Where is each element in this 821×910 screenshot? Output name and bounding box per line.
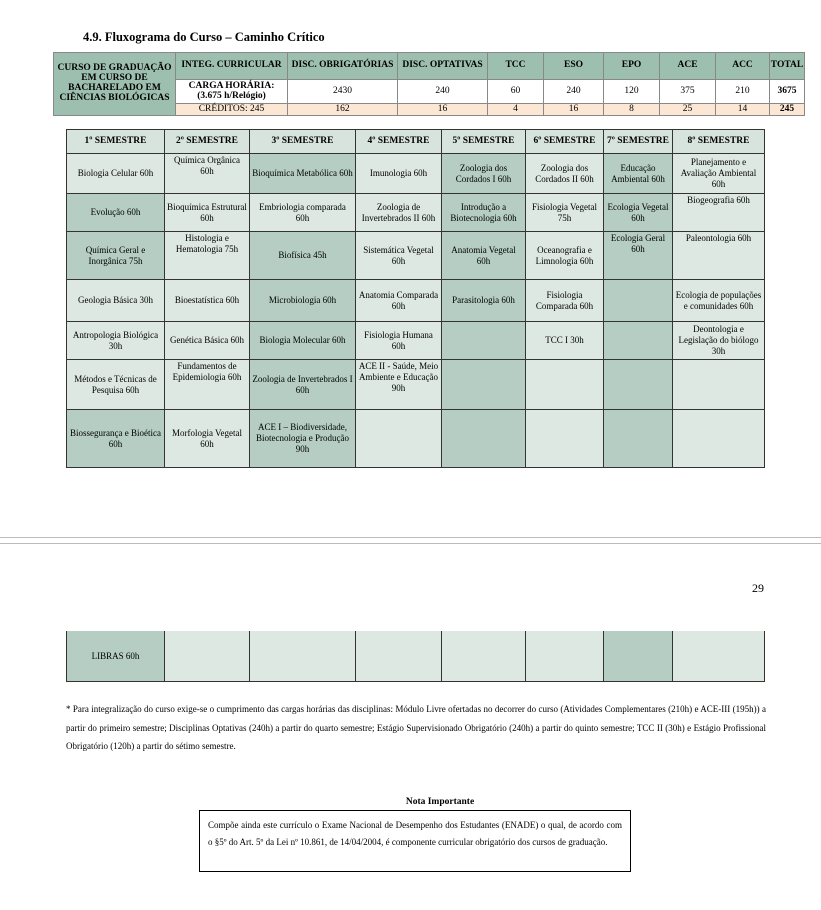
workload-summary-table — [53, 52, 805, 116]
discipline-cell: Anatomia Comparada 60h — [356, 280, 442, 322]
discipline-cell: Fundamentos de Epidemiologia 60h — [165, 360, 250, 410]
discipline-cell: Evolução 60h — [67, 194, 165, 232]
discipline-cell: Química Orgânica 60h — [165, 154, 250, 194]
hours-total: 3675 — [770, 80, 805, 104]
discipline-cell: Ecologia Vegetal 60h — [604, 194, 673, 232]
semester-header: 2º SEMESTRE — [165, 130, 250, 154]
header-obrig: DISC. OBRIGATÓRIAS — [288, 53, 398, 80]
semester-header: 1º SEMESTRE — [67, 130, 165, 154]
discipline-cell: Embriologia comparada 60h — [250, 194, 356, 232]
empty-cell — [442, 410, 526, 468]
discipline-cell: Geologia Básica 30h — [67, 280, 165, 322]
empty-cell — [442, 322, 526, 360]
hours-value: 210 — [716, 80, 770, 104]
semester-header: 6º SEMESTRE — [526, 130, 604, 154]
credits-value: 25 — [660, 104, 716, 116]
empty-cell — [442, 631, 526, 681]
page-number: 29 — [752, 581, 764, 595]
discipline-cell: Zoologia dos Cordados II 60h — [526, 154, 604, 194]
discipline-cell: Sistemática Vegetal 60h — [356, 232, 442, 280]
empty-cell — [604, 280, 673, 322]
credits-value: 14 — [716, 104, 770, 116]
semester-header: 8º SEMESTRE — [673, 130, 765, 154]
empty-cell — [250, 631, 356, 681]
discipline-cell: Planejamento e Avaliação Ambiental 60h — [673, 154, 765, 194]
credits-value: 16 — [544, 104, 604, 116]
empty-cell — [604, 631, 673, 681]
discipline-cell: Fisiologia Comparada 60h — [526, 280, 604, 322]
empty-cell — [673, 631, 765, 681]
hours-value: 375 — [660, 80, 716, 104]
discipline-cell: Métodos e Técnicas de Pesquisa 60h — [67, 360, 165, 410]
discipline-cell: Anatomia Vegetal 60h — [442, 232, 526, 280]
header-eso: ESO — [544, 53, 604, 80]
hours-value: 2430 — [288, 80, 398, 104]
discipline-cell: Antropologia Biológica 30h — [67, 322, 165, 360]
header-tcc: TCC — [488, 53, 544, 80]
discipline-cell: Zoologia de Invertebrados II 60h — [356, 194, 442, 232]
header-acc: ACC — [716, 53, 770, 80]
discipline-cell: ACE I – Biodiversidade, Biotecnologia e Produção 90h — [250, 410, 356, 468]
discipline-cell: Imunologia 60h — [356, 154, 442, 194]
discipline-cell: Genética Básica 60h — [165, 322, 250, 360]
semester-header: 3º SEMESTRE — [250, 130, 356, 154]
note-title: Nota Importante — [405, 797, 475, 807]
empty-cell — [356, 410, 442, 468]
empty-cell — [604, 322, 673, 360]
hours-value: 240 — [544, 80, 604, 104]
empty-cell — [604, 410, 673, 468]
credits-total: 245 — [770, 104, 805, 116]
discipline-cell: Fisiologia Vegetal 75h — [526, 194, 604, 232]
header-total: TOTAL — [770, 53, 805, 80]
discipline-cell: Biologia Celular 60h — [67, 154, 165, 194]
empty-cell — [604, 360, 673, 410]
discipline-cell: Introdução a Biotecnologia 60h — [442, 194, 526, 232]
empty-cell — [165, 631, 250, 681]
discipline-cell: Ecologia Geral 60h — [604, 232, 673, 280]
credits-value: 8 — [604, 104, 660, 116]
credits-label: CRÉDITOS: 245 — [176, 104, 288, 116]
discipline-cell: Biofísica 45h — [250, 232, 356, 280]
empty-cell — [356, 631, 442, 681]
semester-header: 7º SEMESTRE — [604, 130, 673, 154]
discipline-cell: Oceanografia e Limnologia 60h — [526, 232, 604, 280]
semester-header: 5º SEMESTRE — [442, 130, 526, 154]
hours-value: 120 — [604, 80, 660, 104]
empty-cell — [673, 410, 765, 468]
header-ace: ACE — [660, 53, 716, 80]
discipline-cell: Paleontologia 60h — [673, 232, 765, 280]
credits-value: 4 — [488, 104, 544, 116]
discipline-cell: Bioestatística 60h — [165, 280, 250, 322]
discipline-cell: Biossegurança e Bioética 60h — [67, 410, 165, 468]
empty-cell — [526, 410, 604, 468]
credits-value: 162 — [288, 104, 398, 116]
empty-cell — [442, 360, 526, 410]
discipline-cell: Morfologia Vegetal 60h — [165, 410, 250, 468]
course-flowchart-table — [66, 129, 765, 468]
discipline-cell: Microbiologia 60h — [250, 280, 356, 322]
discipline-cell: Parasitologia 60h — [442, 280, 526, 322]
page-break-line — [0, 543, 821, 544]
discipline-cell: Biologia Molecular 60h — [250, 322, 356, 360]
discipline-cell: Bioquímica Estrutural 60h — [165, 194, 250, 232]
empty-cell — [526, 631, 604, 681]
course-name: CURSO DE GRADUAÇÃO EM CURSO DE BACHARELADO EM CIÊNCIAS BIOLÓGICAS — [54, 53, 176, 116]
discipline-cell: Fisiologia Humana 60h — [356, 322, 442, 360]
discipline-cell: ACE II - Saúde, Meio Ambiente e Educação 90h — [356, 360, 442, 410]
discipline-cell: Zoologia dos Cordados I 60h — [442, 154, 526, 194]
discipline-cell: Bioquímica Metabólica 60h — [250, 154, 356, 194]
hours-value: 240 — [398, 80, 488, 104]
credits-value: 16 — [398, 104, 488, 116]
section-title: 4.9. Fluxograma do Curso – Caminho Crítico — [83, 30, 325, 44]
header-optativas: DISC. OPTATIVAS — [398, 53, 488, 80]
discipline-cell: LIBRAS 60h — [67, 631, 165, 681]
course-flowchart-continuation — [66, 631, 765, 682]
header-epo: EPO — [604, 53, 660, 80]
discipline-cell: Deontologia e Legislação do biólogo 30h — [673, 322, 765, 360]
page-break-line — [0, 537, 821, 538]
footnote: * Para integralização do curso exige-se o cumprimento das cargas horárias das disciplinas: Módulo Livre ofertadas no decorrer do curso (Atividades Complementares (210h) e ACE-III (195h)) a partir do primeiro semestre; Disciplinas Optativas (240h) a partir do quarto semestre; Estágio Supervisionado Obrigatório (240h) a partir do quinto semestre; TCC II (30h) e Estágio Profissional Obrigatório (120h) a partir do sétimo semestre. — [66, 704, 766, 751]
empty-cell — [673, 360, 765, 410]
discipline-cell: TCC I 30h — [526, 322, 604, 360]
discipline-cell: Ecologia de populações e comunidades 60h — [673, 280, 765, 322]
empty-cell — [526, 360, 604, 410]
discipline-cell: Química Geral e Inorgânica 75h — [67, 232, 165, 280]
discipline-cell: Zoologia de Invertebrados I 60h — [250, 360, 356, 410]
header-integ: INTEG. CURRICULAR — [176, 53, 288, 80]
hours-value: 60 — [488, 80, 544, 104]
discipline-cell: Biogeografia 60h — [673, 194, 765, 232]
semester-header: 4º SEMESTRE — [356, 130, 442, 154]
note-box: Compõe ainda este currículo o Exame Nacional de Desempenho dos Estudantes (ENADE) o qual, de acordo com o §5º do Art. 5º da Lei nº 10.861, de 14/04/2004, é componente curricular obrigatório dos cursos de graduação. — [199, 810, 631, 872]
discipline-cell: Histologia e Hematologia 75h — [165, 232, 250, 280]
discipline-cell: Educação Ambiental 60h — [604, 154, 673, 194]
hours-label: CARGA HORÁRIA: (3.675 h/Relógio) — [176, 80, 288, 104]
